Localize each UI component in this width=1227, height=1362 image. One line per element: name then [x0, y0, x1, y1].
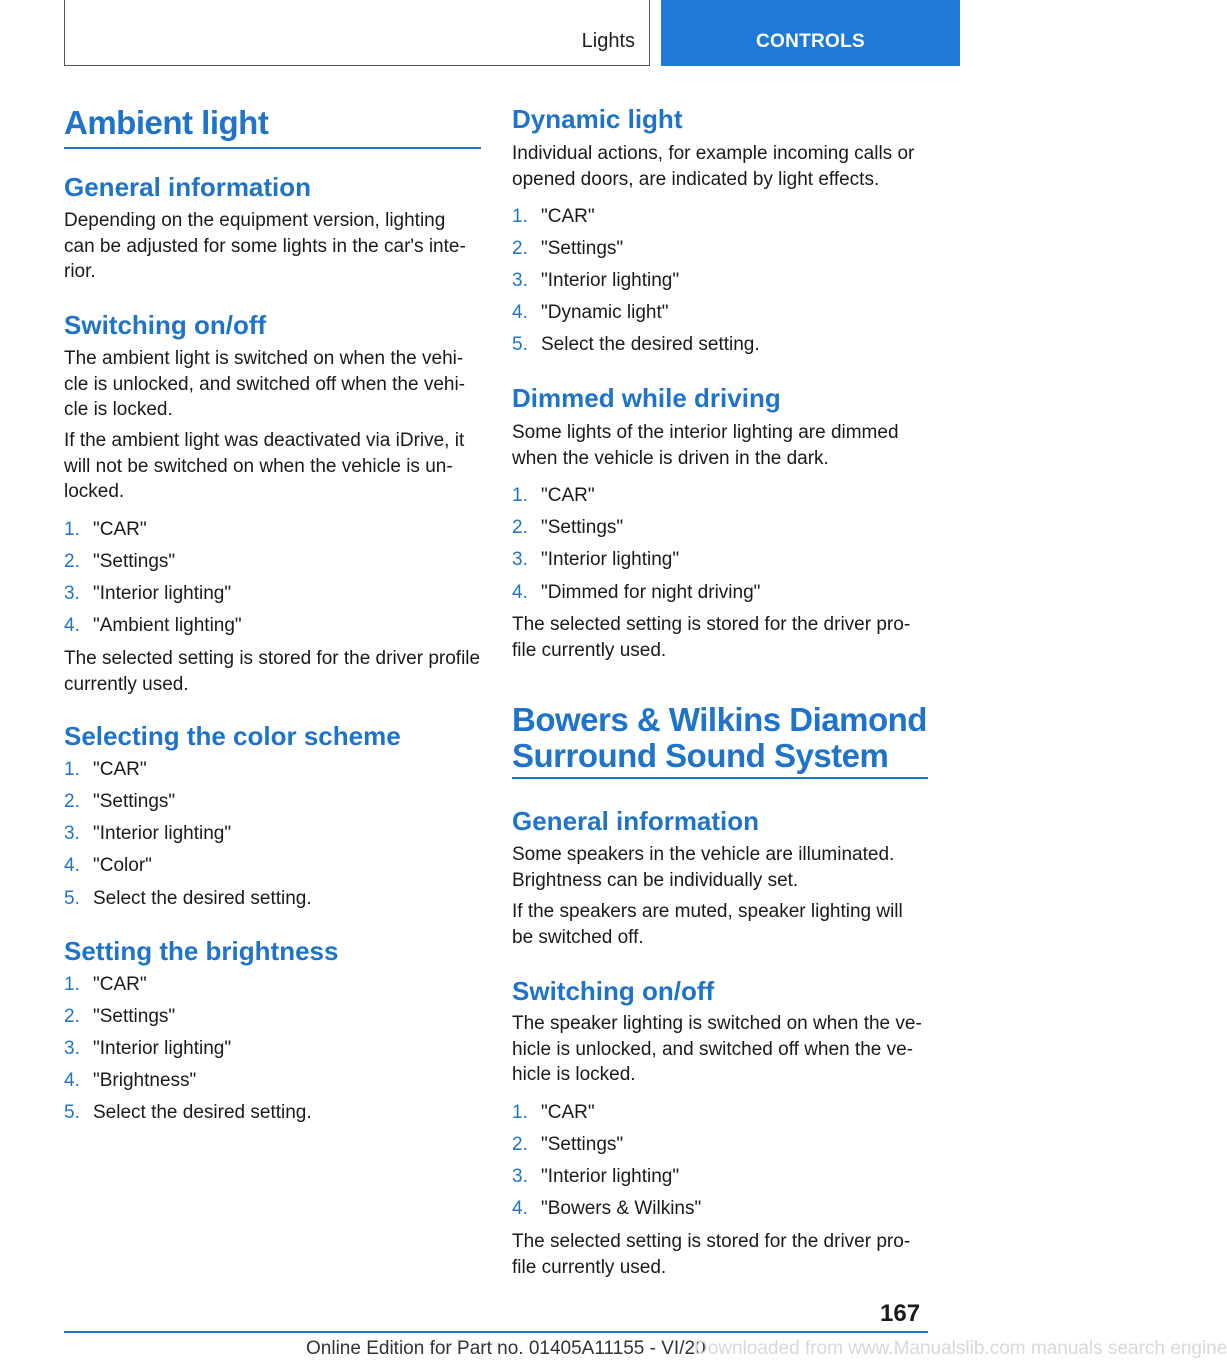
bw-general-text: Some speakers in the vehicle are illuminated. Brightness can be individually set. [512, 844, 895, 891]
header-section-label: Lights [581, 30, 635, 52]
dynamic-text: Individual actions, for example incoming calls or opened doors, are indicated by light effects. [512, 143, 915, 190]
header-chapter-tab [661, 0, 960, 66]
bw-title-rule [512, 777, 928, 779]
bw-switching-text: The speaker lighting is switched on when the vehicle is unlocked, and switched off when the vehicle is locked. [512, 1013, 922, 1085]
color-heading: Selecting the color scheme [64, 721, 401, 751]
dimmed-heading: Dimmed while driving [512, 383, 781, 413]
header-section-tab [64, 0, 650, 66]
switching-text-idrive: If the ambient light was deactivated via iDrive, it will not be switched on when the vehicle is unlocked. [64, 430, 465, 502]
switching-text: The ambient light is switched on when the vehicle is unlocked, and switched off when the vehicle is locked. [64, 348, 465, 420]
bw-switching-heading: Switching on/off [512, 976, 715, 1006]
bw-general-text-muted: If the speakers are muted, speaker lighting will be switched off. [512, 901, 903, 948]
page-number: 167 [880, 1300, 921, 1327]
brightness-heading: Setting the brightness [64, 936, 339, 966]
bw-general-heading: General information [512, 806, 760, 836]
general-heading: General information [64, 172, 312, 202]
switching-note: The selected setting is stored for the driver profile currently used. [64, 648, 481, 695]
footer-rule [64, 1331, 928, 1333]
bw-title-line2: Surround Sound System [512, 737, 889, 774]
general-text: Depending on the equipment version, lighting can be adjusted for some lights in the car's interior. [64, 210, 466, 282]
watermark: Downloaded from www.Manualslib.com manuals search engine [694, 1338, 1227, 1359]
bw-title-line1: Bowers & Wilkins Diamond [512, 701, 927, 738]
dimmed-note: The selected setting is stored for the driver profile currently used. [512, 614, 911, 661]
header-chapter-label: CONTROLS [755, 31, 865, 52]
title-rule [64, 147, 481, 149]
page-title: Ambient light [64, 104, 269, 141]
switching-heading: Switching on/off [64, 310, 267, 340]
bw-note: The selected setting is stored for the driver profile currently used. [512, 1231, 911, 1278]
dynamic-heading: Dynamic light [512, 104, 683, 134]
footer-edition: Online Edition for Part no. 01405A11155 - VI/20 [306, 1338, 706, 1359]
dimmed-text: Some lights of the interior lighting are dimmed when the vehicle is driven in the dark. [512, 422, 899, 469]
